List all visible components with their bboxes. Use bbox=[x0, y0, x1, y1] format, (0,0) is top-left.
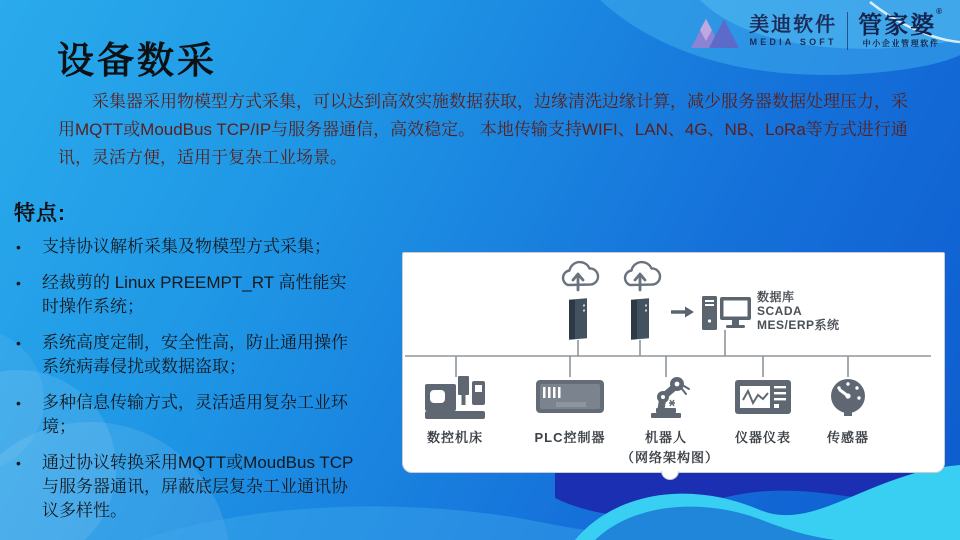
list-item bbox=[16, 331, 386, 379]
server-label-line: 数据库 bbox=[757, 290, 795, 304]
logo-brand-text: 管家婆 bbox=[858, 12, 937, 40]
list-item bbox=[16, 451, 386, 523]
bullet-icon: • bbox=[16, 239, 21, 255]
network-diagram-panel bbox=[402, 252, 945, 473]
sensor-gauge-icon bbox=[831, 379, 865, 416]
network-bus-lines bbox=[405, 330, 931, 377]
list-item bbox=[16, 391, 386, 439]
page-title: 设备数采 bbox=[57, 40, 217, 81]
cnc-machine-icon bbox=[425, 376, 485, 419]
logo-company-name-en: MEDIA SOFT bbox=[749, 36, 837, 47]
features-heading: 特点: bbox=[14, 202, 66, 225]
bullet-icon: • bbox=[16, 275, 21, 291]
cloud-upload-icon bbox=[563, 262, 598, 290]
features-list bbox=[16, 235, 386, 535]
bullet-icon: • bbox=[16, 455, 21, 471]
plc-controller-icon bbox=[536, 380, 604, 413]
logo-divider bbox=[847, 12, 848, 50]
bullet-icon: • bbox=[16, 395, 21, 411]
device-label: PLC控制器 bbox=[534, 430, 606, 445]
logo bbox=[691, 7, 944, 50]
arrow-right-icon bbox=[671, 307, 694, 318]
gateway-device-icon bbox=[569, 298, 587, 340]
registered-mark: ® bbox=[936, 7, 944, 17]
list-item bbox=[16, 271, 386, 319]
feature-text: 多种信息传输方式，灵活适用复杂工业环境； bbox=[42, 393, 348, 436]
feature-text: 系统高度定制，安全性高，防止通用操作系统病毒侵扰或数据盗取； bbox=[42, 333, 348, 376]
device-label: 机器人 bbox=[644, 430, 688, 445]
gateway-device-icon bbox=[631, 298, 649, 340]
server-label-line: MES/ERP系统 bbox=[757, 318, 840, 332]
list-item bbox=[16, 235, 386, 259]
media-soft-m-mountain-icon bbox=[691, 12, 739, 50]
logo-brand-subtitle: 中小企业管理软件 bbox=[862, 39, 940, 49]
network-diagram bbox=[403, 253, 944, 472]
instrument-panel-icon bbox=[735, 380, 791, 414]
server-computer-icon bbox=[702, 296, 751, 330]
feature-text: 支持协议解析采集及物模型方式采集； bbox=[42, 237, 331, 256]
feature-text: 经裁剪的 Linux PREEMPT_RT 高性能实时操作系统； bbox=[42, 273, 347, 316]
feature-text: 通过协议转换采用MQTT或MoudBus TCP与服务器通讯，屏蔽底层复杂工业通讯协议多样性。 bbox=[42, 453, 354, 520]
logo-company-name: 美迪软件 bbox=[749, 13, 838, 36]
server-label-line: SCADA bbox=[757, 304, 803, 318]
cloud-upload-icon bbox=[625, 262, 660, 290]
bullet-icon: • bbox=[16, 335, 21, 351]
diagram-caption: （网络架构图） bbox=[620, 450, 720, 465]
device-label: 传感器 bbox=[826, 430, 870, 445]
logo-brand-name bbox=[858, 7, 944, 40]
device-label: 仪器仪表 bbox=[734, 430, 792, 445]
robot-arm-icon bbox=[651, 377, 689, 418]
intro-paragraph: 采集器采用物模型方式采集，可以达到高效实施数据获取，边缘清洗边缘计算，减少服务器数据处理压力，采用MQTT或MoudBus TCP/IP与服务器通信，高效稳定。 本地传输支持WIFI、LAN、4G、NB、LoRa等方式进行通讯，灵活方便，适用于复杂工业场景。 bbox=[58, 92, 908, 167]
device-label: 数控机床 bbox=[426, 430, 484, 445]
